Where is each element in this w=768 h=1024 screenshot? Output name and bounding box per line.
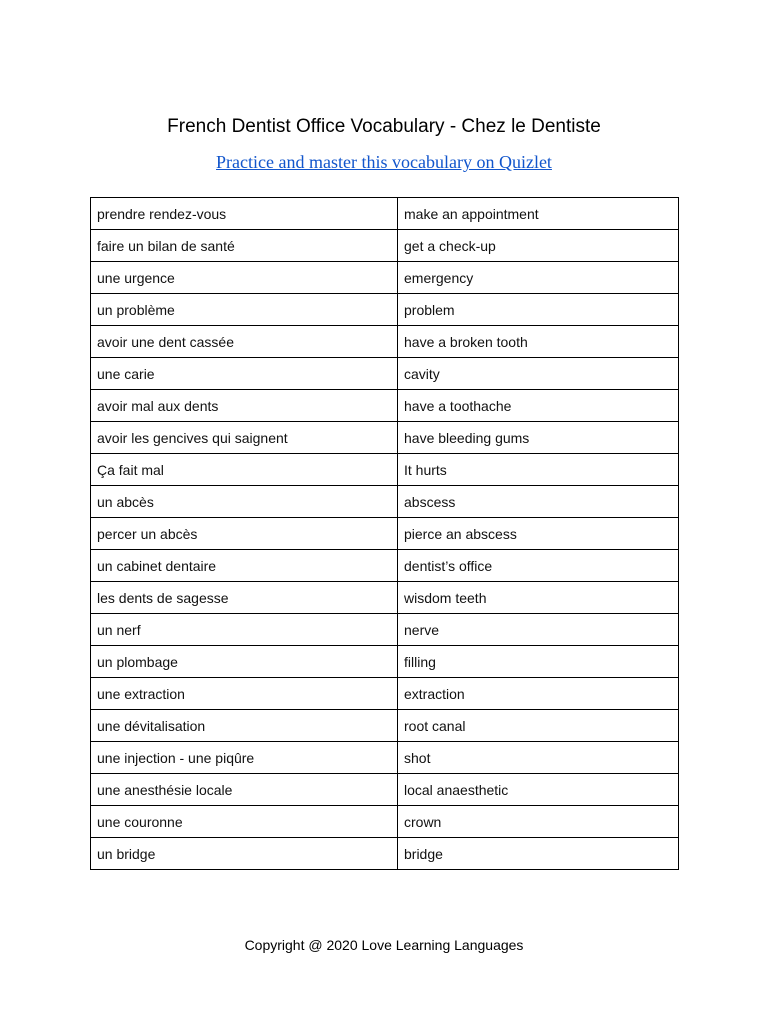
french-term: une extraction	[91, 678, 398, 710]
table-row	[91, 358, 679, 390]
english-term: pierce an abscess	[398, 518, 679, 550]
english-term: have a broken tooth	[398, 326, 679, 358]
table-row	[91, 262, 679, 294]
table-row	[91, 614, 679, 646]
english-term: root canal	[398, 710, 679, 742]
english-term: local anaesthetic	[398, 774, 679, 806]
english-term: extraction	[398, 678, 679, 710]
english-term: wisdom teeth	[398, 582, 679, 614]
table-row	[91, 550, 679, 582]
french-term: une couronne	[91, 806, 398, 838]
french-term: un abcès	[91, 486, 398, 518]
table-row	[91, 518, 679, 550]
english-term: nerve	[398, 614, 679, 646]
french-term: percer un abcès	[91, 518, 398, 550]
english-term: problem	[398, 294, 679, 326]
french-term: une urgence	[91, 262, 398, 294]
english-term: have bleeding gums	[398, 422, 679, 454]
english-term: dentist’s office	[398, 550, 679, 582]
english-term: make an appointment	[398, 198, 679, 230]
table-row	[91, 454, 679, 486]
table-row	[91, 646, 679, 678]
english-term: emergency	[398, 262, 679, 294]
french-term: une carie	[91, 358, 398, 390]
french-term: avoir les gencives qui saignent	[91, 422, 398, 454]
english-term: crown	[398, 806, 679, 838]
table-row	[91, 710, 679, 742]
table-row	[91, 294, 679, 326]
french-term: faire un bilan de santé	[91, 230, 398, 262]
table-row	[91, 742, 679, 774]
table-row	[91, 582, 679, 614]
table-row	[91, 326, 679, 358]
english-term: It hurts	[398, 454, 679, 486]
french-term: avoir une dent cassée	[91, 326, 398, 358]
french-term: une anesthésie locale	[91, 774, 398, 806]
table-row	[91, 422, 679, 454]
french-term: prendre rendez-vous	[91, 198, 398, 230]
table-row	[91, 198, 679, 230]
table-row	[91, 838, 679, 870]
french-term: un bridge	[91, 838, 398, 870]
french-term: les dents de sagesse	[91, 582, 398, 614]
table-row	[91, 486, 679, 518]
page-title: French Dentist Office Vocabulary - Chez le Dentiste	[167, 116, 601, 137]
table-row	[91, 390, 679, 422]
english-term: abscess	[398, 486, 679, 518]
french-term: Ça fait mal	[91, 454, 398, 486]
english-term: shot	[398, 742, 679, 774]
english-term: have a toothache	[398, 390, 679, 422]
french-term: avoir mal aux dents	[91, 390, 398, 422]
english-term: cavity	[398, 358, 679, 390]
french-term: un cabinet dentaire	[91, 550, 398, 582]
table-row	[91, 678, 679, 710]
vocabulary-table-body	[91, 198, 679, 870]
table-row	[91, 774, 679, 806]
table-row	[91, 230, 679, 262]
quizlet-link[interactable]: Practice and master this vocabulary on Quizlet	[216, 152, 552, 172]
copyright-footer: Copyright @ 2020 Love Learning Languages	[244, 937, 524, 953]
vocabulary-table	[90, 197, 679, 870]
english-term: bridge	[398, 838, 679, 870]
french-term: un problème	[91, 294, 398, 326]
english-term: get a check-up	[398, 230, 679, 262]
french-term: un plombage	[91, 646, 398, 678]
english-term: filling	[398, 646, 679, 678]
french-term: une dévitalisation	[91, 710, 398, 742]
french-term: un nerf	[91, 614, 398, 646]
table-row	[91, 806, 679, 838]
french-term: une injection - une piqûre	[91, 742, 398, 774]
